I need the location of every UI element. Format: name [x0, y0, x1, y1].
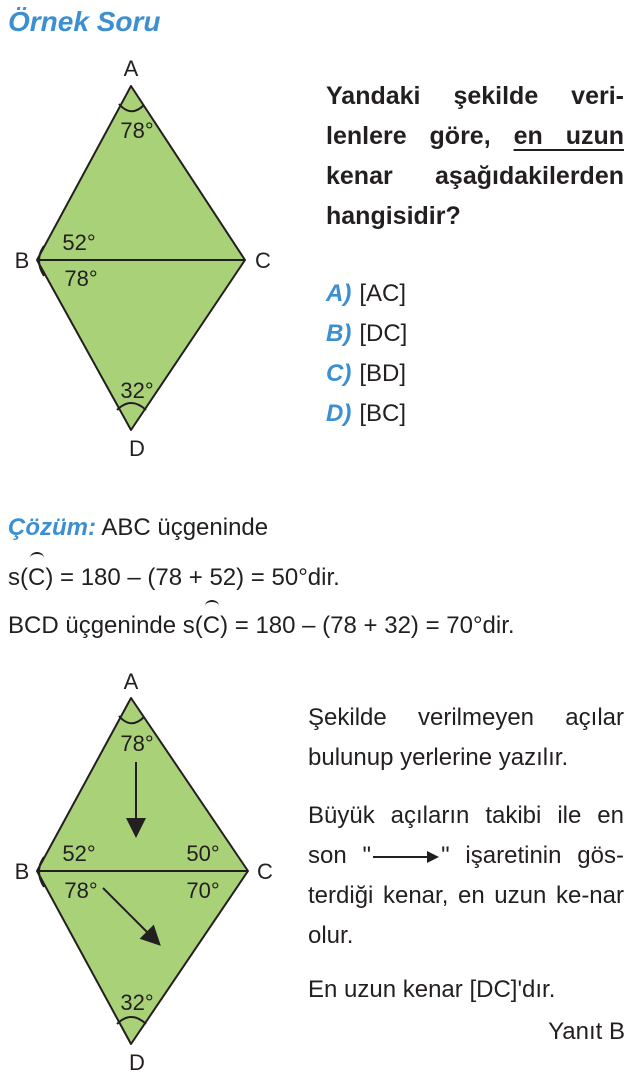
angle-b-bottom: 78° [64, 266, 98, 291]
option-a[interactable] [326, 280, 406, 308]
explanation-p1: Şekilde verilmeyen açılar bulunup yerlerine yazılır. [308, 704, 624, 771]
solution-line-2 [8, 564, 340, 592]
option-letter: A) [326, 280, 352, 307]
solution-label: Çözüm: [8, 514, 96, 541]
angle-b-top: 52° [62, 230, 96, 255]
vertex-c: C [257, 859, 273, 884]
solution-line1-text: ABC üçgeninde [101, 514, 269, 541]
answer-label: Yanıt B [548, 1018, 625, 1045]
option-c[interactable] [326, 360, 406, 388]
explanation-p3: En uzun kenar [DC]'dır. [308, 976, 556, 1003]
angle-c-top: 50° [186, 841, 220, 866]
vertex-d: D [129, 436, 145, 461]
angle-b-bottom: 78° [64, 878, 98, 903]
question-text [326, 76, 624, 236]
angle-d: 32° [120, 378, 154, 403]
option-letter: C) [326, 360, 352, 387]
page-title: Örnek Soru [8, 6, 161, 37]
question-underlined: en uzun [513, 122, 625, 150]
vertex-d: D [129, 1050, 145, 1075]
vertex-b: B [14, 248, 30, 273]
option-letter: B) [326, 320, 352, 347]
explanation-p2 [308, 796, 624, 956]
explanation-p2-after: " işaretinin gös-terdiği kenar, en uzun ke-nar olur. [308, 842, 624, 949]
option-text: [DC] [359, 320, 408, 347]
angle-c-hat: C [202, 612, 221, 639]
angle-d: 32° [120, 990, 154, 1015]
angle-b-top: 52° [62, 841, 96, 866]
angle-a: 78° [120, 731, 154, 756]
vertex-a: A [123, 669, 139, 694]
angle-c-bottom: 70° [186, 878, 220, 903]
explanation-p2-before: Büyük açıların takibi ile en son " [308, 802, 624, 869]
vertex-c: C [255, 248, 271, 273]
figure-1-rhombus [0, 50, 300, 470]
option-letter: D) [326, 400, 352, 427]
formula-rest: ) = 180 – (78 + 32) = 70°dir. [220, 612, 515, 639]
solution-line-1 [8, 514, 268, 542]
solution-line-3 [8, 612, 515, 640]
option-d[interactable] [326, 400, 406, 428]
formula-rest: ) = 180 – (78 + 52) = 50°dir. [45, 564, 340, 591]
question-part2: kenar aşağıdakilerden hangisidir? [326, 162, 624, 230]
option-b[interactable] [326, 320, 407, 348]
formula-prefix: BCD üçgeninde s( [8, 612, 203, 639]
vertex-b: B [14, 859, 30, 884]
angle-c-hat: C [28, 564, 46, 591]
question-part1: Yandaki şekilde veri-lenlere göre, [326, 82, 624, 150]
vertex-a: A [123, 56, 139, 81]
formula-prefix: s( [8, 564, 28, 591]
figure-2-rhombus [0, 664, 300, 1092]
angle-a: 78° [120, 118, 154, 143]
arrow-right-icon [371, 850, 441, 864]
option-text: [AC] [359, 280, 407, 307]
option-text: [BD] [359, 360, 407, 387]
option-text: [BC] [359, 400, 407, 427]
